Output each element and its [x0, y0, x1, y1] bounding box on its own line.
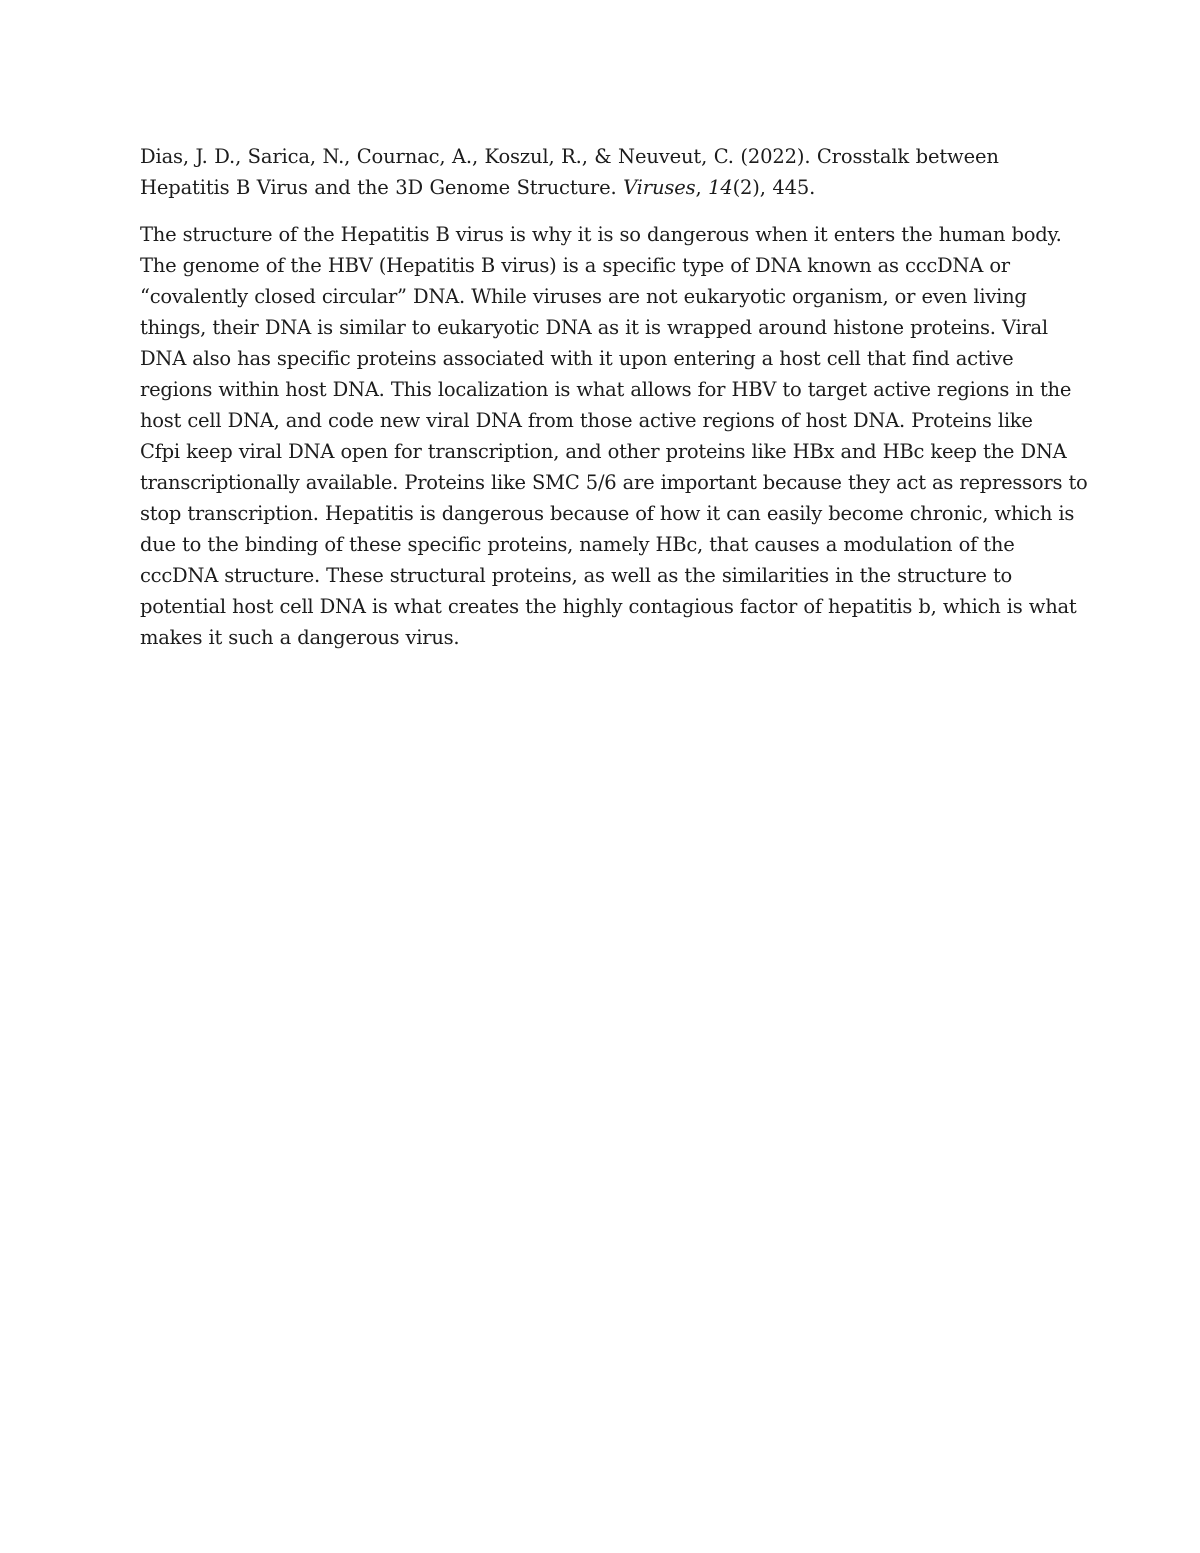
paragraph-line: things, their DNA is similar to eukaryotic DNA as it is wrapped around histone proteins. Viral	[140, 316, 1048, 339]
paragraph-line: The genome of the HBV (Hepatitis B virus) is a specific type of DNA known as cccDNA or	[140, 254, 1010, 277]
paragraph-line: potential host cell DNA is what creates the highly contagious factor of hepatitis b, which is what	[140, 595, 1077, 618]
paragraph-line: DNA also has specific proteins associated with it upon entering a host cell that find active	[140, 347, 1014, 370]
citation-separator: ,	[695, 176, 709, 199]
citation-line-1: Dias, J. D., Sarica, N., Cournac, A., Koszul, R., & Neuveut, C. (2022). Crosstalk between	[140, 145, 999, 168]
paragraph-line: Cfpi keep viral DNA open for transcription, and other proteins like HBx and HBc keep the DNA	[140, 440, 1067, 463]
document-content	[140, 141, 1088, 653]
paragraph-line: regions within host DNA. This localization is what allows for HBV to target active regions in the	[140, 378, 1072, 401]
citation-volume: 14	[708, 176, 733, 199]
paragraph-line: due to the binding of these specific proteins, namely HBc, that causes a modulation of the	[140, 533, 1015, 556]
paragraph-line: transcriptionally available. Proteins like SMC 5/6 are important because they act as repressors to	[140, 471, 1088, 494]
citation-issue-pages: (2), 445.	[732, 176, 816, 199]
paragraph-line: The structure of the Hepatitis B virus is why it is so dangerous when it enters the human body.	[140, 223, 1062, 246]
paragraph-line: “covalently closed circular” DNA. While viruses are not eukaryotic organism, or even living	[140, 285, 1027, 308]
paragraph-line: stop transcription. Hepatitis is dangerous because of how it can easily become chronic, which is	[140, 502, 1075, 525]
paragraph-line: cccDNA structure. These structural proteins, as well as the similarities in the structure to	[140, 564, 1013, 587]
body-paragraph	[140, 219, 1088, 653]
paragraph-line: makes it such a dangerous virus.	[140, 626, 460, 649]
citation-title-end: Hepatitis B Virus and the 3D Genome Structure.	[140, 176, 624, 199]
citation	[140, 141, 1075, 203]
citation-line-2	[140, 172, 1075, 203]
citation-journal: Viruses	[623, 176, 696, 199]
paragraph-line: host cell DNA, and code new viral DNA from those active regions of host DNA. Proteins like	[140, 409, 1033, 432]
